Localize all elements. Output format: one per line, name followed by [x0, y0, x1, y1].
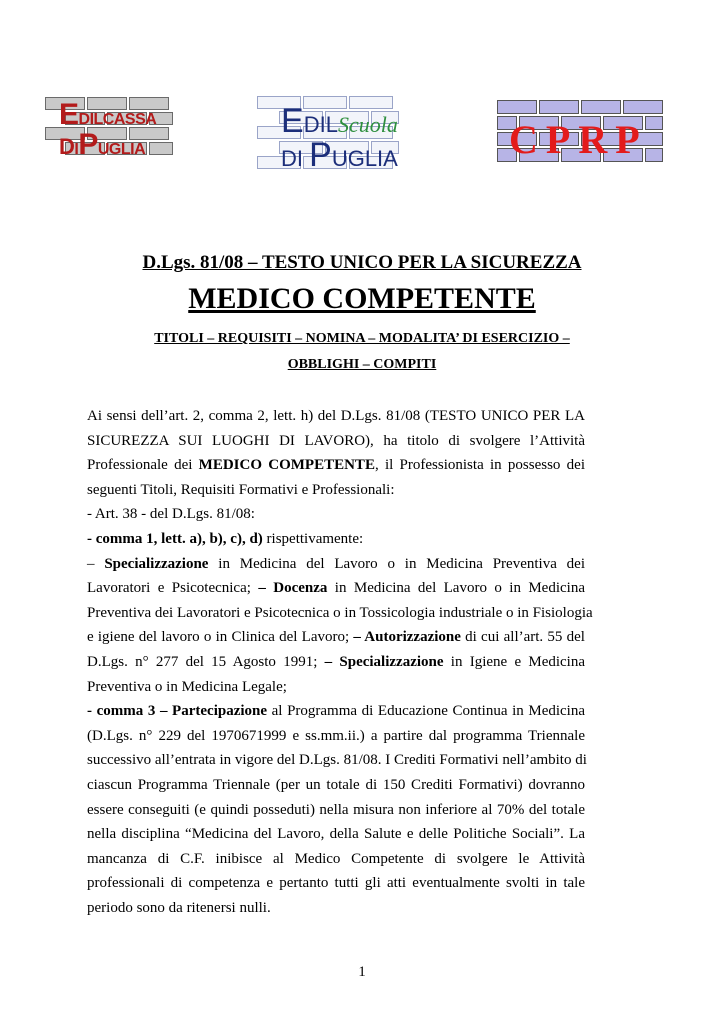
edilscuola-logo-line2: DI PUGLIA: [281, 136, 398, 174]
body-line: e igiene del lavoro o in Clinica del Lavoro; – Autorizzazione di cui all’art. 55 del: [87, 629, 585, 646]
body-line: seguenti Titoli, Requisiti Formativi e Professionali:: [87, 481, 395, 498]
main-title: MEDICO COMPETENTE: [188, 282, 536, 315]
body-line: Preventiva dei Lavoratori e Psicotecnica o in Tossicologia industriale o in Fisiologia: [87, 604, 593, 621]
edilscuola-logo-line1: EDILScuola: [281, 102, 398, 140]
edilscuola-logo: [257, 96, 399, 174]
cprp-logo: [497, 100, 663, 164]
body-line: - comma 1, lett. a), b), c), d) rispettivamente:: [87, 530, 364, 547]
edilcassa-logo-line1: EDILCASSA: [59, 98, 157, 131]
body-line: - comma 3 – Partecipazione al Programma di Educazione Continua in Medicina: [87, 703, 586, 720]
edilcassa-logo-line2: DIPUGLIA: [59, 128, 146, 161]
body-line: essere conseguiti (e quindi posseduti) nella misura non inferiore al 70% del totale: [87, 801, 585, 818]
body-line: successivo all’entrata in vigore del D.Lgs. 81/08. I Crediti Formativi nell’ambito di: [87, 752, 587, 769]
body-line: D.Lgs. n° 277 del 15 Agosto 1991; – Specializzazione in Igiene e Medicina: [87, 653, 585, 670]
body-line: ciascun Programma Triennale (per un totale di 150 Crediti Formativi) dovranno: [87, 776, 585, 793]
cprp-logo-text: CPRP: [509, 117, 648, 162]
edilcassa-logo: [45, 97, 173, 161]
body-line: (D.Lgs. n° 229 del 1970671999 e ss.mm.ii.) a partire dal programma Triennale: [87, 727, 585, 744]
body-line: mancanza di C.F. inibisce al Medico Competente di svolgere le Attività: [87, 850, 585, 867]
law-title: D.Lgs. 81/08 – TESTO UNICO PER LA SICUREZZA: [142, 252, 582, 273]
subtitle-line-2: OBBLIGHI – COMPITI: [287, 357, 437, 372]
body-line: Ai sensi dell’art. 2, comma 2, lett. h) del D.Lgs. 81/08 (TESTO UNICO PER LA: [87, 408, 585, 424]
body-line: - Art. 38 - del D.Lgs. 81/08:: [87, 506, 255, 523]
body-line: nella disciplina “Medicina del Lavoro, della Salute e delle Politiche Sociali”. La: [87, 826, 585, 843]
body-line: Professionale dei MEDICO COMPETENTE, il Professionista in possesso dei: [87, 457, 586, 474]
body-line: SICUREZZA SUI LUOGHI DI LAVORO), ha titolo di svolgere l’Attività: [87, 432, 585, 449]
body-line: – Specializzazione in Medicina del Lavoro o in Medicina Preventiva dei: [87, 555, 585, 572]
page-number: 1: [358, 964, 366, 980]
body-line: Lavoratori e Psicotecnica; – Docenza in Medicina del Lavoro o in Medicina: [87, 580, 585, 597]
body-line: periodo sono da ritenersi nulli.: [87, 899, 271, 916]
body-text: [87, 404, 593, 920]
subtitle-line-1: TITOLI – REQUISITI – NOMINA – MODALITA’ DI ESERCIZIO –: [154, 331, 570, 346]
body-line: Preventiva o in Medicina Legale;: [87, 678, 287, 695]
body-line: professionali di competenza e pertanto tutti gli atti eventualmente svolti in tale: [87, 875, 585, 892]
